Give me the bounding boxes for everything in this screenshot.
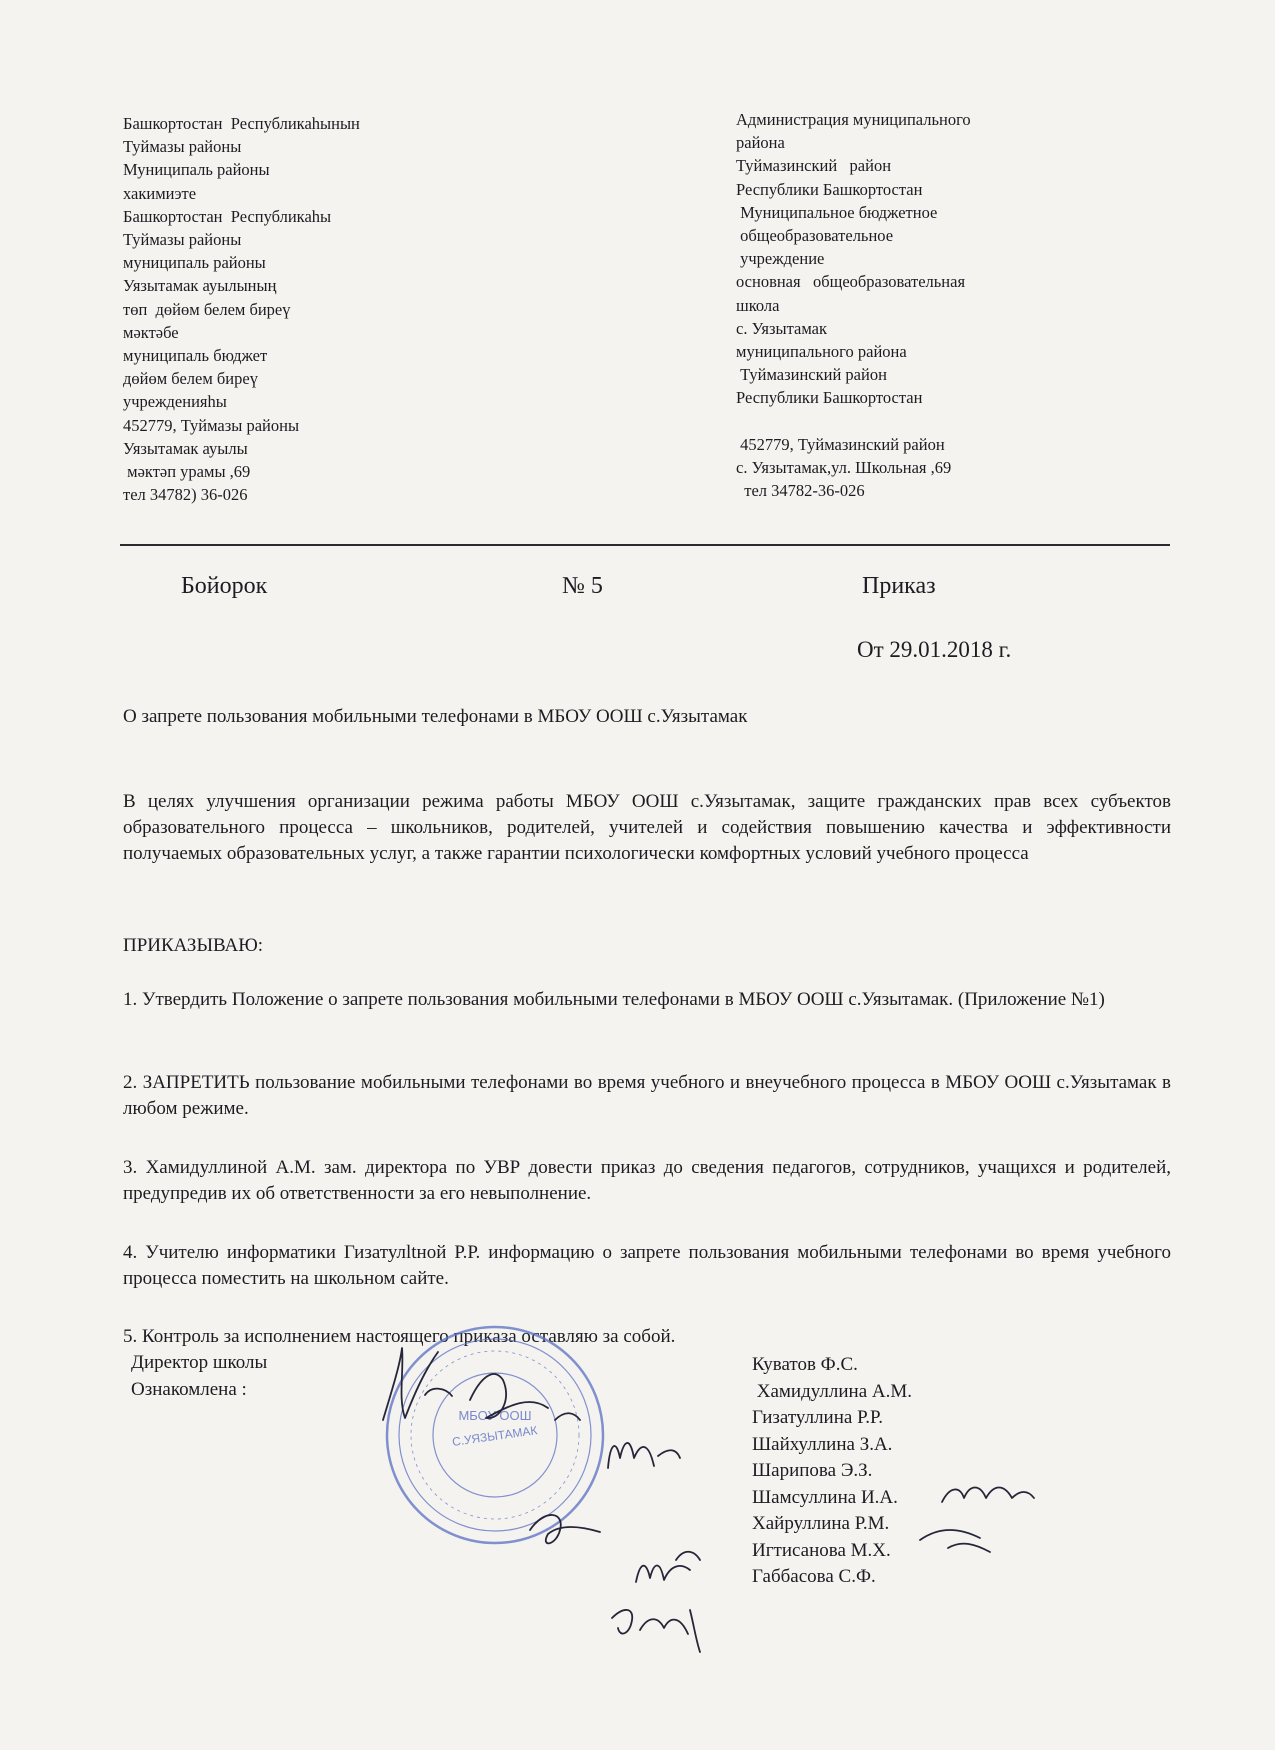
person-name: Куватов Ф.С. xyxy=(752,1354,858,1375)
header-left-line: учрежденияһы xyxy=(123,392,227,412)
header-left-line: Туймазы районы xyxy=(123,137,242,157)
signature-stroke xyxy=(612,1610,700,1652)
person-name: Игтисанова М.Х. xyxy=(752,1539,891,1561)
person-name: Шамсуллина И.А. xyxy=(752,1486,898,1508)
person-name: Гизатуллина Р.Р. xyxy=(752,1407,883,1428)
header-left-line: тел 34782) 36-026 xyxy=(123,485,248,505)
header-left-line: муниципаль районы xyxy=(123,253,266,273)
person-name: Хайруллина Р.М. xyxy=(752,1513,890,1534)
order-item: 2. ЗАПРЕТИТЬ пользование мобильными телефонами во время учебного и внеучебного процесса в МБОУ ООШ с.Уязытамак в любом режиме. xyxy=(123,1072,1171,1119)
signature-stroke xyxy=(636,1552,700,1582)
person-name: Шарипова Э.З. xyxy=(752,1460,873,1481)
order-title-russian: Приказ xyxy=(862,573,936,599)
order-keyword: ПРИКАЗЫВАЮ: xyxy=(123,935,264,956)
header-right-line: Туймазинский район xyxy=(736,156,892,176)
director-label: Директор школы xyxy=(131,1352,268,1373)
header-right-line: Туймазинский район xyxy=(736,365,887,385)
header-left-line: 452779, Туймазы районы xyxy=(123,415,300,435)
signature-stroke xyxy=(608,1443,680,1468)
header-right-line: Республики Башкортостан xyxy=(736,179,923,199)
signature-stroke xyxy=(942,1488,1034,1503)
person-name: Габбасова С.Ф. xyxy=(752,1566,876,1587)
header-right-line: 452779, Туймазинский район xyxy=(736,434,945,454)
stamp-text-middle: С.УЯЗЫТАМАК xyxy=(451,1423,539,1449)
stamp-text-top: МБОУ ООШ xyxy=(458,1408,532,1423)
header-right-line: района xyxy=(736,133,785,153)
person-name: Шайхуллина З.А. xyxy=(752,1433,893,1455)
header-left-line: муниципаль бюджет xyxy=(123,346,268,366)
header-right-line: основная общеобразовательная xyxy=(736,272,966,292)
header-right-line: учреждение xyxy=(736,249,825,269)
header-left-line: Уязытамак ауылының xyxy=(123,276,277,296)
order-item: 4. Учителю информатики Гизатулltной Р.Р. информацию о запрете пользования мобильными телефонами во время учебного процесса поместить на школьном сайте. xyxy=(123,1242,1171,1289)
header-left-line: дөйөм белем бирeү xyxy=(123,369,258,389)
order-number: № 5 xyxy=(562,573,603,599)
header-right-line: с. Уязытамак,ул. Школьная ,69 xyxy=(736,458,952,478)
order-subject: О запрете пользования мобильными телефонами в МБОУ ООШ с.Уязытамак xyxy=(123,706,748,727)
intro-paragraph: В целях улучшения организации режима работы МБОУ ООШ с.Уязытамак, защите гражданских прав всех субъектов образовательного процесса – школьников, родителей, учителей и содействия повышению качества и эффективности получаемых образовательных услуг, а также гарантии психологически комфортных условий учебного процесса xyxy=(123,791,1171,864)
header-right-line: общеобразовательное xyxy=(736,226,894,246)
header-left-line: Башкортостан Республикаһы xyxy=(123,206,332,226)
order-title-bashkir: Бойорок xyxy=(181,573,268,599)
order-item: 1. Утвердить Положение о запрете пользования мобильными телефонами в МБОУ ООШ с.Уязытамак. (Приложение №1) xyxy=(123,989,1105,1010)
header-left-line: Уязытамак ауылы xyxy=(123,438,248,458)
person-name: Хамидуллина А.М. xyxy=(752,1380,913,1402)
header-left-line: Муниципаль районы xyxy=(123,160,270,180)
header-right-line: Республики Башкортостан xyxy=(736,388,923,408)
signature-stroke xyxy=(470,1374,580,1420)
header-left-line: мәктәбе xyxy=(123,322,179,342)
header-left-line: Туймазы районы xyxy=(123,230,242,250)
header-right-line: Администрация муниципального xyxy=(736,110,971,129)
header-right-line: муниципального района xyxy=(736,342,907,362)
header-right-line: с. Уязытамак xyxy=(736,318,827,338)
header-left-line: Башкортостан Республикаһынын xyxy=(123,114,360,133)
header-left-line: хакимиэте xyxy=(123,183,197,203)
header-left-line: төп дөйөм белем биреү xyxy=(123,299,291,319)
director-signature-stroke xyxy=(383,1348,452,1420)
signature-stroke xyxy=(920,1530,990,1552)
order-item: 3. Хамидуллиной А.М. зам. директора по УВР довести приказ до сведения педагогов, сотрудников, учащихся и родителей, предупредив их об ответственности за его невыполнение. xyxy=(123,1157,1171,1204)
header-left-line: мәктәп урамы ,69 xyxy=(123,462,251,482)
order-date: От 29.01.2018 г. xyxy=(857,637,1012,662)
signature-stroke xyxy=(530,1515,600,1543)
header-right-line: школа xyxy=(736,295,780,315)
acquainted-label: Ознакомлена : xyxy=(131,1379,247,1400)
header-right-line: тел 34782-36-026 xyxy=(736,481,865,501)
header-right-line: Муниципальное бюджетное xyxy=(736,202,938,222)
order-item: 5. Контроль за исполнением настоящего приказа оставляю за собой. xyxy=(123,1326,676,1347)
